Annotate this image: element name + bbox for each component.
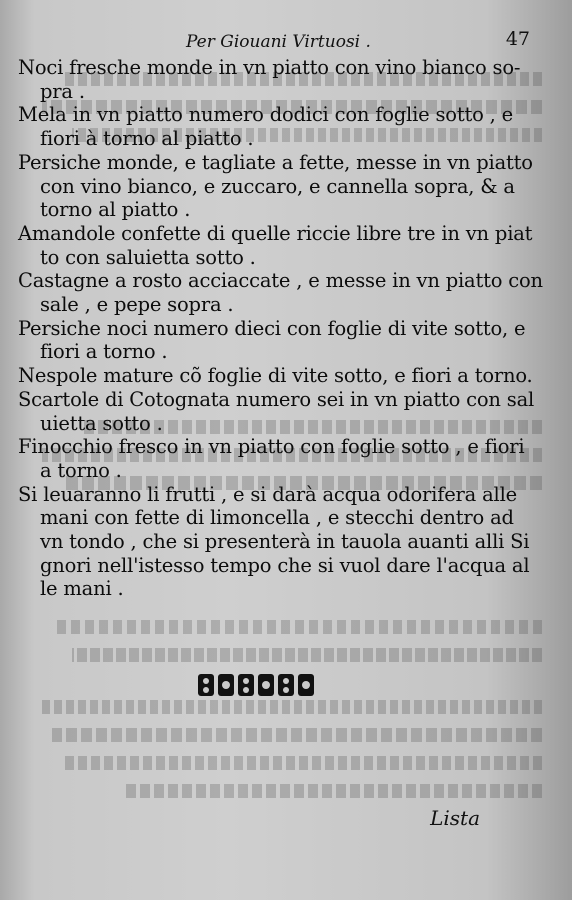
text-line: to con saluietta sotto . [40, 245, 256, 269]
text-line: Noci fresche monde in vn piatto con vino bianco so- [18, 56, 521, 79]
page-number: 47 [505, 28, 530, 50]
text-line: Scartole di Cotognata numero sei in vn piatto con sal [18, 387, 535, 411]
text-line: fiori a torno . [40, 340, 168, 364]
text-line: torno al piatto . [40, 198, 191, 222]
text-line: mani con fette di limoncella , e stecchi dentro ad [40, 506, 514, 530]
text-line: sale , e pepe sopra . [40, 293, 234, 317]
text-line: fiori à torno al piatto . [40, 127, 254, 151]
text-line: Persiche noci numero dieci con foglie di vite sotto, e [18, 316, 526, 340]
text-line: a torno . [40, 458, 122, 482]
text-line: Castagne a rosto acciaccate , e messe in vn piatto con [18, 269, 543, 293]
text-line: Nespole mature cõ foglie di vite sotto, e fiori a torno. [18, 364, 533, 388]
text-line: Si leuaranno li frutti , e si darà acqua odorifera alle [18, 482, 517, 506]
text-line: Amandole confette di quelle riccie libre tre in vn piat [18, 221, 533, 245]
running-head-title: Per Giouani Virtuosi . [186, 32, 371, 52]
running-head [0, 28, 572, 56]
text-line: uietta sotto . [40, 411, 163, 435]
text-line: gnori nell'istesso tempo che si vuol dare l'acqua al [40, 553, 530, 577]
text-line: pra . [40, 79, 85, 103]
catchword: Lista [430, 806, 480, 830]
text-line: le mani . [40, 577, 124, 601]
text-line: Persiche monde, e tagliate a fette, messe in vn piatto [18, 150, 533, 174]
text-line: vn tondo , che si presenterà in tauola auanti alli Si [40, 530, 530, 554]
text-line: Mela in vn piatto numero dodici con foglie sotto , e [18, 103, 513, 127]
printers-ornament-icon [196, 668, 318, 702]
body-text [18, 56, 543, 601]
text-line: Finocchio fresco in vn piatto con foglie sotto , e fiori [18, 435, 525, 459]
text-line: con vino bianco, e zuccaro, e cannella sopra, & a [40, 174, 515, 198]
